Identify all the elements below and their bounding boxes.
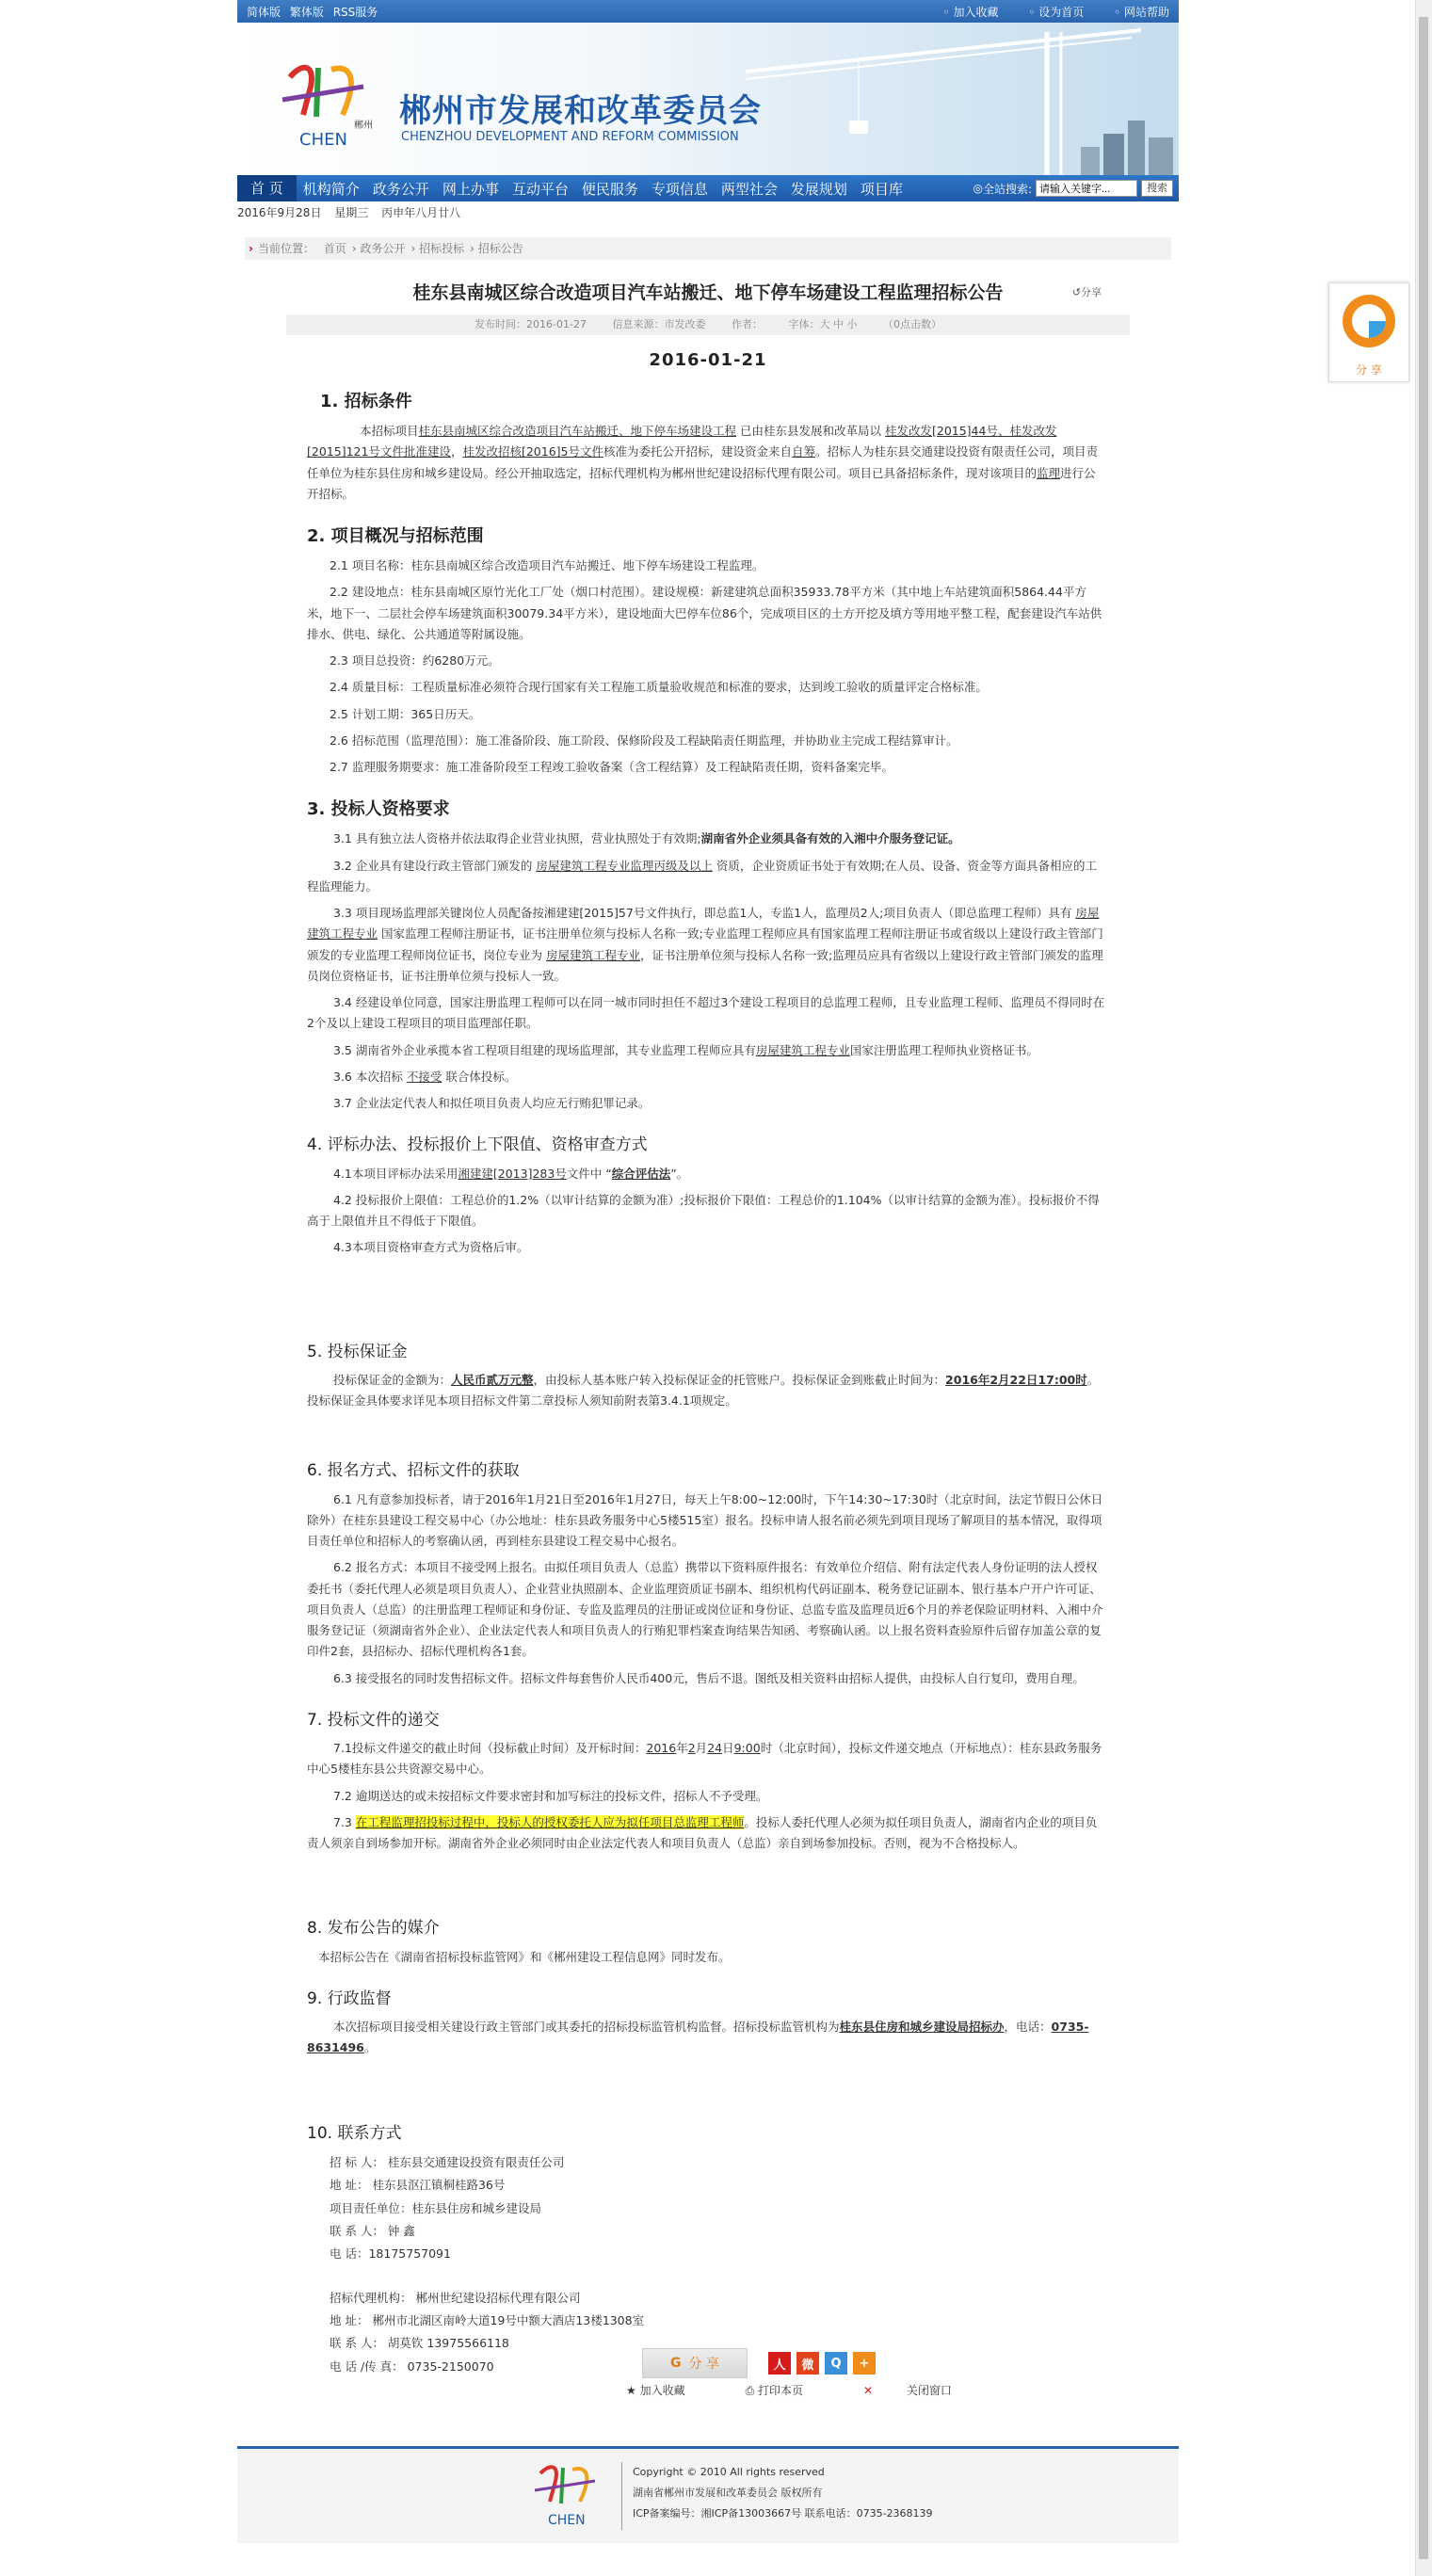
article-body <box>307 387 1107 2378</box>
article-title-row <box>237 279 1179 309</box>
share-weibo-icon[interactable]: 微 <box>796 2352 819 2375</box>
scrollbar-thumb[interactable] <box>1419 17 1428 2559</box>
paragraph: 2.2 建设地点：桂东县南城区原竹光化工厂处（烟口村范围）。建设规模：新建建筑总面积35933.78平方米（其中地上车站建筑面积5864.44平方米，地下一、二层社会停车场建筑面积30079.34平方米），建设地面大巴停车位86个，完成项目区的土方开挖及填方等用地平整工程，配套建设汽车站供排水、供电、绿化、公共通道等附属设施。 <box>307 585 1102 641</box>
highlighted-text: 在工程监理招投标过程中，投标人的授权委托人应为拟任项目总监理工程师 <box>355 1814 745 1829</box>
publish-time: 发布时间：2016-01-27 <box>475 318 587 330</box>
paragraph: 3.2 企业具有建设行政主管部门颁发的 房屋建筑工程专业监理丙级及以上 资质，企业资质证书处于有效期;在人员、设备、资金等方面具备相应的工程监理能力。 <box>307 858 1098 894</box>
traditional-link[interactable]: 繁体版 <box>289 5 324 19</box>
paragraph: 3.6 本次招标 不接受 联合体投标。 <box>333 1069 517 1084</box>
share-logo-icon: G <box>670 2356 682 2371</box>
site-help-link[interactable]: ◦ 网站帮助 <box>1114 6 1169 19</box>
paragraph: 本次招标项目接受相关建设行政主管部门或其委托的招标投标监管机构监督。招标投标监管机构为桂东县住房和城乡建设局招标办，电话：0735-8631496。 <box>307 2020 1089 2055</box>
section-heading: 5. 投标保证金 <box>307 1342 408 1361</box>
footer-text <box>633 2462 933 2524</box>
paragraph: 2.6 招标范围（监理范围）：施工准备阶段、施工阶段、保修阶段及工程缺陷责任期监理，并协助业主完成工程结算审计。 <box>330 733 958 748</box>
copyright-owner: 湖南省郴州市发展和改革委员会 版权所有 <box>633 2487 823 2499</box>
copyright: Copyright © 2010 All rights reserved <box>633 2466 825 2478</box>
page <box>237 0 1179 2378</box>
info-source: 信息来源：市发改委 <box>612 318 706 330</box>
paragraph: 4.1本项目评标办法采用湘建建[2013]283号文件中 “综合评估法”。 <box>333 1166 689 1181</box>
paragraph: 3.1 具有独立法人资格并依法取得企业营业执照，营业执照处于有效期;湖南省外企业须具备有效的入湘中介服务登记证。 <box>333 831 960 846</box>
svg-text:CHEN: CHEN <box>299 130 347 150</box>
paragraph: 3.3 项目现场监理部关键岗位人员配备按湘建建[2015]57号文件执行，即总监1人，专监1人，监理员2人;项目负责人（即总监理工程师）具有 房屋建筑工程专业 国家监理工程师注册证书，证书注册单位须与投标人名称一致;专业监理工程师应具有国家监理工程师注册证书或省级以上建设行政主管部门颁发的专业监理工程师岗位证书，岗位专业为 房屋建筑工程专业，证书注册单位须与投标人名称一致;监理员应具有省级以上建设行政主管部门颁发的监理员岗位资格证书，证书注册单位须与投标人一致。 <box>307 906 1103 983</box>
svg-text:CHEN: CHEN <box>548 2513 586 2528</box>
paragraph: 本招标项目桂东县南城区综合改造项目汽车站搬迁、地下停车场建设工程 已由桂东县发展和改革局以 桂发改发[2015]44号、桂发改发[2015]121号文件批准建设，桂发改招核[2016]5号文件核准为委托公开招标，建设资金来自自筹。招标人为桂东县交通建设投资有限责任公司，项目责任单位为桂东县住房和城乡建设局。经公开抽取选定，招标代理机构为郴州世纪建设招标代理有限公司。项目已具备招标条件，现对该项目的监理进行公开招标。 <box>307 424 1099 501</box>
share-logo-icon <box>1329 283 1408 359</box>
click-count: （0点击数） <box>882 318 941 330</box>
print-action[interactable]: ⎙ 打印本页 <box>745 2384 804 2397</box>
paragraph: 2.7 监理服务期要求：施工准备阶段至工程竣工验收备案（含工程结算）及工程缺陷责任期，资料备案完毕。 <box>330 760 893 775</box>
nav-two-type-society[interactable]: 两型社会 <box>720 180 778 198</box>
paragraph: 2.1 项目名称：桂东县南城区综合改造项目汽车站搬迁、地下停车场建设工程监理。 <box>330 558 764 573</box>
paragraph: 7.2 逾期送达的或未按招标文件要求密封和加写标注的投标文件，招标人不予受理。 <box>333 1788 768 1803</box>
paragraph: 3.5 湖南省外企业承揽本省工程项目组建的现场监理部，其专业监理工程师应具有房屋建筑工程专业国家注册监理工程师执业资格证书。 <box>333 1042 1038 1057</box>
current-date: 2016年9月28日 <box>237 206 322 219</box>
paragraph: 6.2 报名方式：本项目不接受网上报名。由拟任项目负责人（总监）携带以下资料原件报名：有效单位介绍信、附有法定代表人身份证明的法人授权委托书（委托代理人必须是项目负责人）、企业营业执照副本、企业监理资质证书副本、组织机构代码证副本、税务登记证副本、银行基本户开户许可证、项目负责人（总监）的注册监理工程师证和身份证、专监及监理员的注册证或岗位证和身份证、总监专监及监理员近6个月的养老保险证明材料、入湘中介服务登记证（须湖南省外企业）、企业法定代表人和项目负责人的行贿犯罪档案查询结果告知函、考察确认函。以上报名资料查验原件后留存加盖公章的复印件2套，县招标办、招标代理机构各1套。 <box>307 1560 1103 1659</box>
paragraph: 2.5 计划工期：365日历天。 <box>330 706 481 721</box>
svg-text:郴州: 郴州 <box>354 121 373 131</box>
set-homepage-link[interactable]: ◦ 设为首页 <box>1028 6 1084 19</box>
breadcrumb: › 当前位置： 首页 › 政务公开 › 招标投标 › 招标公告 <box>245 237 1171 260</box>
font-size-control[interactable]: 字体：大 中 小 <box>788 318 858 330</box>
breadcrumb-bidding[interactable]: 招标投标 <box>419 242 465 255</box>
paragraph: 2.4 质量目标：工程质量标准必须符合现行国家有关工程施工质量验收规范和标准的要求，达到竣工验收的质量评定合格标准。 <box>330 680 988 695</box>
paragraph: 3.4 经建设单位同意，国家注册监理工程师可以在同一城市同时担任不超过3个建设工程项目的总监理工程师，且专业监理工程师、监理员不得同时在2个及以上建设工程项目的项目监理部任职。 <box>307 995 1105 1031</box>
paragraph: 6.1 凡有意参加投标者，请于2016年1月21日至2016年1月27日，每天上午8:00~12:00时，下午14:30~17:30时（北京时间，法定节假日公休日除外）在桂东县建设工程交易中心（办公地址：桂东县政务服务中心5楼515室）报名。投标申请人报名前必须先到项目现场了解项目的基本情况，取得项目责任单位和招标人的考察确认函，再到桂东县建设工程交易中心报名。 <box>307 1491 1103 1549</box>
article-title: 桂东县南城区综合改造项目汽车站搬迁、地下停车场建设工程监理招标公告 <box>412 282 1004 303</box>
paragraph: 4.3本项目资格审查方式为资格后审。 <box>333 1240 529 1255</box>
section-heading: 3. 投标人资格要求 <box>307 799 450 820</box>
paragraph: 本招标公告在《湖南省招标投标监管网》和《郴州建设工程信息网》同时发布。 <box>318 1949 731 1964</box>
section-heading: 7. 投标文件的递交 <box>307 1710 440 1730</box>
section-heading: 1. 招标条件 <box>320 392 412 411</box>
date-bar <box>237 201 1179 224</box>
share-button[interactable]: G 分 享 <box>642 2348 748 2378</box>
search-label: 全站搜索: <box>982 182 1032 196</box>
add-favorite-link[interactable]: ◦ 加入收藏 <box>943 6 999 19</box>
main-nav <box>237 175 1179 201</box>
article-date: 2016-01-21 <box>649 350 767 370</box>
site-search <box>973 180 1179 197</box>
nav-gov-info[interactable]: 政务公开 <box>372 180 429 198</box>
breadcrumb-gov-info[interactable]: 政务公开 <box>360 242 406 255</box>
paragraph: 7.3 在工程监理招投标过程中，投标人的授权委托人应为拟任项目总监理工程师。投标人委托代理人必须为拟任项目负责人，湖南省内企业的项目负责人须亲自到场参加开标。湖南省外企业必须同时由企业法定代表人和项目负责人（总监）亲自到场参加投标。否则，视为不合格投标人。 <box>307 1814 1098 1851</box>
section-heading: 8. 发布公告的媒介 <box>307 1919 440 1939</box>
vertical-scrollbar[interactable] <box>1415 0 1432 2576</box>
weekday: 星期三 <box>334 206 369 219</box>
section-heading: 2. 项目概况与招标范围 <box>307 526 484 547</box>
lunar-date: 丙申年八月廿八 <box>381 206 461 219</box>
section-heading: 9. 行政监督 <box>307 1988 392 2008</box>
icp-record: ICP备案编号：湘ICP备13003667号 联系电话：0735-2368139 <box>633 2507 933 2520</box>
search-input[interactable] <box>1036 180 1137 197</box>
search-button[interactable]: 搜索 <box>1141 180 1173 197</box>
top-bar <box>237 0 1179 23</box>
nav-home[interactable]: 首 页 <box>237 175 297 201</box>
paragraph: 2.3 项目总投资：约6280万元。 <box>330 653 500 668</box>
author: 作者： <box>731 318 763 330</box>
article-meta <box>286 314 1130 335</box>
close-icon: ✕ <box>863 2384 874 2397</box>
header-banner <box>237 23 1179 175</box>
agency-contact: 招标代理机构： 郴州世纪建设招标代理有限公司 地 址： 郴州市北湖区南岭大道19号中额大酒店13楼1308室 联 系 人： 胡莫钦 13975566118 电 话 /传 真： 0735-2150070 <box>330 2290 645 2374</box>
paragraph: 7.1投标文件递交的截止时间（投标截止时间）及开标时间：2016年2月24日9:00时（北京时间），投标文件递交地点（开标地点）：桂东县政务服务中心5楼桂东县公共资源交易中心。 <box>307 1741 1102 1777</box>
footer-divider <box>621 2462 622 2530</box>
top-links-right <box>917 4 1169 20</box>
footer <box>237 2446 1179 2543</box>
rss-link[interactable]: RSS服务 <box>332 5 378 19</box>
share-renren-icon[interactable]: 人 <box>768 2352 791 2375</box>
nav-about[interactable]: 机构简介 <box>302 180 360 198</box>
share-qzone-icon[interactable]: Q <box>825 2352 847 2375</box>
paragraph: 4.2 投标报价上限值：工程总价的1.2%（以审计结算的金额为准）;投标报价下限值：工程总价的1.104%（以审计结算的金额为准）。投标报价不得高于上限值并且不得低于下限值。 <box>307 1192 1100 1229</box>
share-bar <box>642 2347 911 2379</box>
footer-logo <box>529 2460 604 2530</box>
nav-public-service[interactable]: 便民服务 <box>581 180 638 198</box>
breadcrumb-home[interactable]: 首页 <box>323 242 346 255</box>
section-heading: 10. 联系方式 <box>307 2123 402 2143</box>
share-icon: ↺ <box>1071 286 1081 298</box>
site-title: 郴州市发展和改革委员会 <box>399 92 762 130</box>
paragraph: 6.3 接受报名的同时发售招标文件。招标文件每套售价人民币400元，售后不退。图纸及相关资料由招标人提供，由投标人自行复印，费用自理。 <box>333 1670 1085 1685</box>
paragraph: 投标保证金的金额为：人民币贰万元整，由投标人基本账户转入投标保证金的托管账户。投标保证金到账截止时间为：2016年2月22日17:00时。投标保证金具体要求详见本项目招标文件第二章投标人须知前附表第3.4.1项规定。 <box>307 1372 1100 1409</box>
site-subtitle: CHENZHOU DEVELOPMENT AND REFORM COMMISSION <box>401 130 739 144</box>
chenzhou-logo <box>273 58 377 153</box>
share-more-icon[interactable]: + <box>853 2352 876 2375</box>
floating-share-label: 分 享 <box>1356 363 1382 377</box>
paragraph: 3.7 企业法定代表人和拟任项目负责人均应无行贿犯罪记录。 <box>333 1096 651 1111</box>
simplified-link[interactable]: 简体版 <box>247 5 282 19</box>
section-heading: 4. 评标办法、投标报价上下限值、资格审查方式 <box>307 1135 648 1155</box>
nav-project-library[interactable]: 项目库 <box>860 180 903 198</box>
nav-online-service[interactable]: 网上办事 <box>442 180 499 198</box>
share-link[interactable]: ↺分享 <box>1071 286 1102 298</box>
tenderer-contact: 招 标 人： 桂东县交通建设投资有限责任公司 地 址： 桂东县沤江镇桐桂路36号 项目责任单位：桂东县住房和城乡建设局 联 系 人： 钟 鑫 电 话：18175757091 <box>330 2154 565 2262</box>
nav-interaction[interactable]: 互动平台 <box>511 180 569 198</box>
search-icon: ◎ <box>973 182 983 195</box>
floating-share-widget[interactable] <box>1328 282 1409 382</box>
add-favorite-action[interactable]: ★ 加入收藏 <box>626 2384 685 2397</box>
breadcrumb-label: 当前位置： <box>258 242 315 255</box>
top-links-left <box>247 4 383 20</box>
nav-special-info[interactable]: 专项信息 <box>651 180 708 198</box>
breadcrumb-notice[interactable]: 招标公告 <box>477 242 523 255</box>
nav-planning[interactable]: 发展规划 <box>790 180 847 198</box>
section-heading: 6. 报名方式、招标文件的获取 <box>307 1461 520 1481</box>
crane-skyline-image <box>689 23 1179 175</box>
page-actions <box>626 2382 1012 2398</box>
close-window-action[interactable]: ✕ 关闭窗口 <box>863 2384 952 2397</box>
